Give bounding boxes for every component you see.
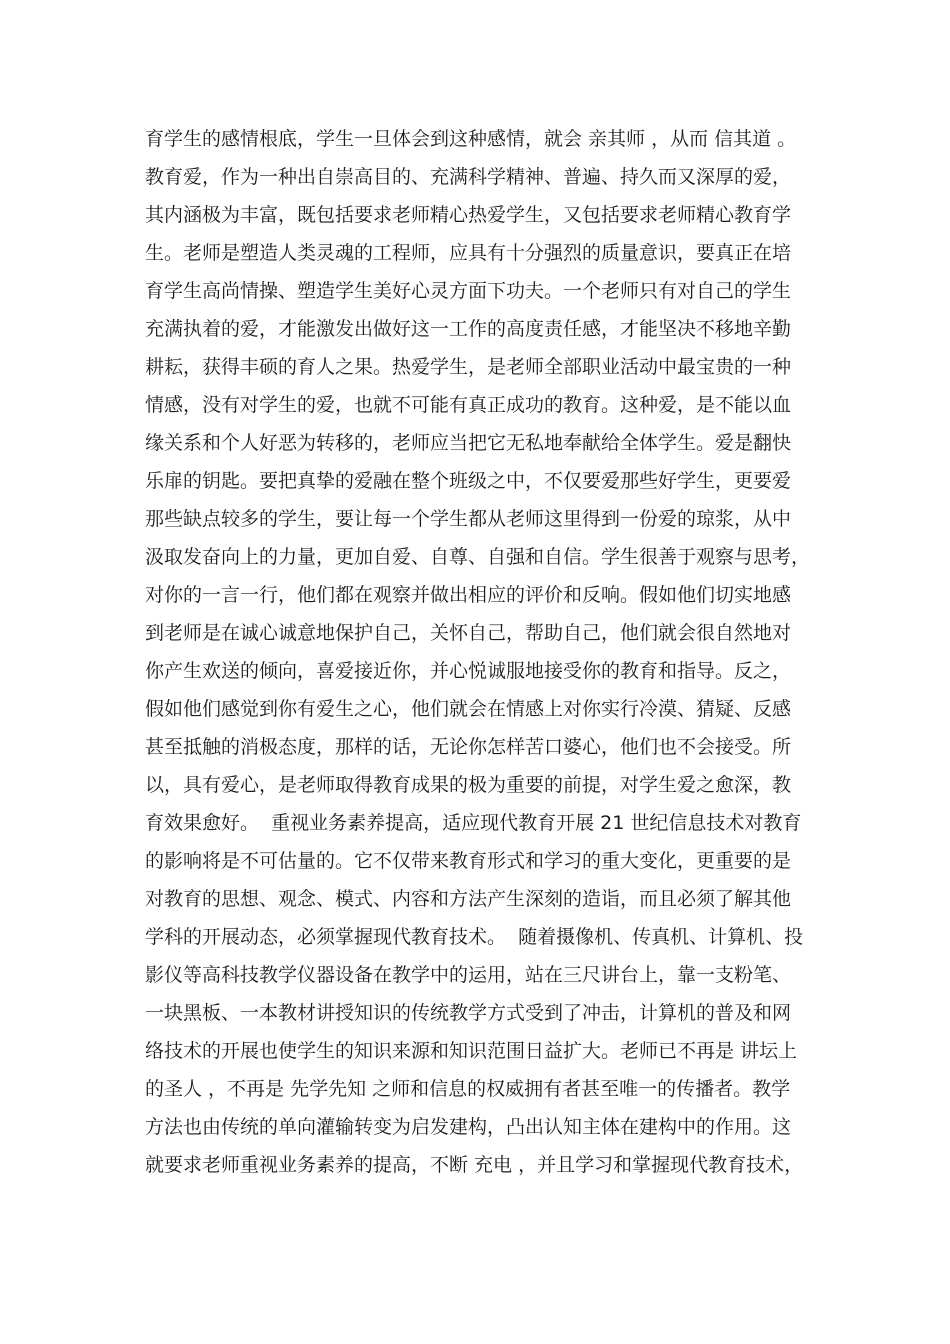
text-line: 到老师是在诚心诚意地保护自己，关怀自己，帮助自己，他们就会很自然地对 — [145, 622, 792, 644]
text-line: 充满执着的爱，才能激发出做好这一工作的高度责任感，才能坚决不移地辛勤 — [145, 318, 792, 340]
text-line: 其内涵极为丰富，既包括要求老师精心热爱学生，又包括要求老师精心教育学 — [145, 204, 792, 226]
text-line: 耕耘，获得丰硕的育人之果。热爱学生，是老师全部职业活动中最宝贵的一种 — [145, 356, 792, 378]
text-line: 那些缺点较多的学生，要让每一个学生都从老师这里得到一份爱的琼浆，从中 — [145, 508, 792, 530]
text-line: 络技术的开展也使学生的知识来源和知识范围日益扩大。老师已不再是 讲坛上 — [145, 1040, 798, 1062]
text-line: 以，具有爱心，是老师取得教育成果的极为重要的前提，对学生爱之愈深，教 — [145, 774, 792, 796]
text-line: 学科的开展动态，必须掌握现代教育技术。 随着摄像机、传真机、计算机、投 — [145, 926, 804, 948]
text-line: 育学生高尚情操、塑造学生美好心灵方面下功夫。一个老师只有对自己的学生 — [145, 280, 792, 302]
text-line: 育学生的感情根底，学生一旦体会到这种感情，就会 亲其师 ，从而 信其道 。 — [145, 128, 797, 150]
text-line: 汲取发奋向上的力量，更加自爱、自尊、自强和自信。学生很善于观察与思考， — [145, 546, 811, 568]
text-line: 影仪等高科技教学仪器设备在教学中的运用，站在三尺讲台上，靠一支粉笔、 — [145, 964, 792, 986]
text-line: 你产生欢送的倾向，喜爱接近你，并心悦诚服地接受你的教育和指导。反之， — [145, 660, 792, 682]
body-text — [145, 120, 815, 1184]
text-line: 缘关系和个人好恶为转移的，老师应当把它无私地奉献给全体学生。爱是翻快 — [145, 432, 792, 454]
text-line: 对教育的思想、观念、模式、内容和方法产生深刻的造诣，而且必须了解其他 — [145, 888, 792, 910]
text-line: 对你的一言一行，他们都在观察并做出相应的评价和反响。假如他们切实地感 — [145, 584, 792, 606]
text-line: 就要求老师重视业务素养的提高，不断 充电 ，并且学习和掌握现代教育技术， — [145, 1154, 804, 1176]
text-line: 教育爱，作为一种出自崇高目的、充满科学精神、普遍、持久而又深厚的爱， — [145, 166, 792, 188]
text-line: 假如他们感觉到你有爱生之心，他们就会在情感上对你实行冷漠、猜疑、反感 — [145, 698, 792, 720]
text-line: 一块黑板、一本教材讲授知识的传统教学方式受到了冲击，计算机的普及和网 — [145, 1002, 792, 1024]
text-line: 育效果愈好。 重视业务素养提高，适应现代教育开展 21 世纪信息技术对教育 — [145, 812, 802, 834]
text-line: 的影响将是不可估量的。它不仅带来教育形式和学习的重大变化，更重要的是 — [145, 850, 792, 872]
text-line: 生。老师是塑造人类灵魂的工程师，应具有十分强烈的质量意识，要真正在培 — [145, 242, 792, 264]
text-line: 情感，没有对学生的爱，也就不可能有真正成功的教育。这种爱，是不能以血 — [145, 394, 792, 416]
text-line: 乐扉的钥匙。要把真挚的爱融在整个班级之中，不仅要爱那些好学生，更要爱 — [145, 470, 792, 492]
text-line: 方法也由传统的单向灌输转变为启发建构，凸出认知主体在建构中的作用。这 — [145, 1116, 792, 1138]
text-line: 甚至抵触的消极态度，那样的话，无论你怎样苦口婆心，他们也不会接受。所 — [145, 736, 792, 758]
text-line: 的圣人 ，不再是 先学先知 之师和信息的权威拥有者甚至唯一的传播者。教学 — [145, 1078, 791, 1100]
